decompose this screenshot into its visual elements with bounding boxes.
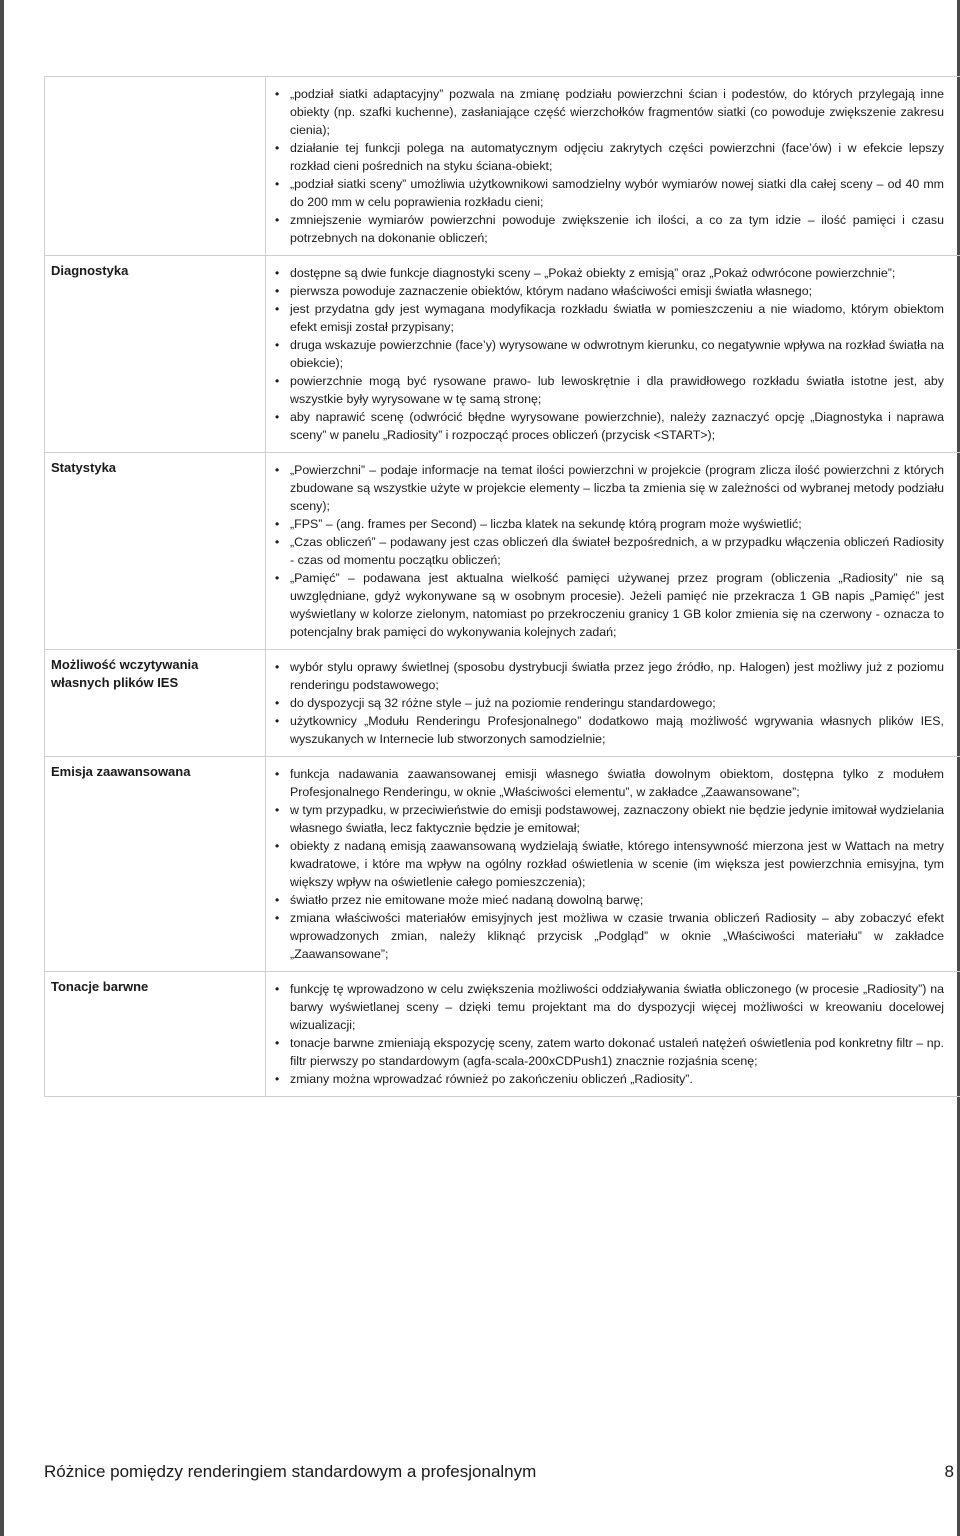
row-label-cell: [45, 77, 266, 256]
row-content-cell: [266, 453, 960, 650]
row-label: Emisja zaawansowana: [51, 764, 191, 779]
bullet-icon: •: [275, 660, 280, 674]
bullet-text: „podział siatki sceny” umożliwia użytkownikowi samodzielny wybór wymiarów nowej siatki dla całej sceny – od 40 mm do 200 mm w celu poprawienia rozkładu cieni;: [290, 177, 944, 209]
bullet-item: [266, 569, 944, 641]
bullet-icon: •: [275, 374, 280, 388]
row-label-cell: [45, 650, 266, 757]
table-row: [45, 77, 960, 256]
row-label-cell: [45, 256, 266, 453]
bullet-icon: •: [275, 839, 280, 853]
bullet-item: [266, 1070, 944, 1088]
bullet-text: użytkownicy „Modułu Renderingu Profesjonalnego” dodatkowo mają możliwość wgrywania własnych plików IES, wyszukanych w Internecie lub stworzonych samodzielnie;: [290, 714, 944, 746]
bullet-text: światło przez nie emitowane może mieć nadaną dowolną barwę;: [290, 893, 644, 907]
bullet-item: [266, 461, 944, 515]
bullet-item: [266, 694, 944, 712]
row-content-cell: [266, 77, 960, 256]
bullet-list: [266, 650, 960, 756]
row-content-cell: [266, 972, 960, 1097]
bullet-text: „podział siatki adaptacyjny” pozwala na zmianę podziału powierzchni ścian i podestów, do których przylegają inne obiekty (np. szafki kuchenne), zasłaniające część wierzchołków fragmentów siatki (co powoduje zwiększenie zakresu cienia);: [290, 87, 944, 137]
row-label-cell: [45, 453, 266, 650]
bullet-text: druga wskazuje powierzchnie (face’y) wyrysowane w odwrotnym kierunku, co negatywnie wpływa na rozkład światła na obiekcie);: [290, 338, 944, 370]
table-row: [45, 757, 960, 972]
bullet-item: [266, 658, 944, 694]
row-label: Możliwość wczytywania własnych plików IES: [51, 657, 199, 690]
bullet-icon: •: [275, 517, 280, 531]
bullet-item: [266, 408, 944, 444]
bullet-text: dostępne są dwie funkcje diagnostyki sceny – „Pokaż obiekty z emisją” oraz „Pokaż odwrócone powierzchnie”;: [290, 266, 896, 280]
bullet-text: działanie tej funkcji polega na automatycznym odjęciu zakrytych części powierzchni (face’ów) i w efekcie lepszy rozkład cieni pośrednich na styku ściana-obiekt;: [290, 141, 944, 173]
bullet-text: funkcja nadawania zaawansowanej emisji własnego światła dowolnym obiektom, dostępna tylko z modułem Profesjonalnego Renderingu, w oknie „Właściwości elementu”, w zakładce „Zaawansowane”;: [290, 767, 944, 799]
bullet-list: [266, 757, 960, 971]
row-label: [45, 77, 265, 83]
bullet-text: zmniejszenie wymiarów powierzchni powoduje zwiększenie ich ilości, a co za tym idzie – ilość pamięci i czasu potrzebnych na dokonanie obliczeń;: [290, 213, 944, 245]
bullet-item: [266, 837, 944, 891]
bullet-list: [266, 453, 960, 649]
row-content-cell: [266, 650, 960, 757]
bullet-list: [266, 972, 960, 1096]
bullet-text: „Pamięć” – podawana jest aktualna wielkość pamięci używanej przez program (obliczenia „Radiosity” nie są uwzględniane, gdyż wykonywane są w osobnym procesie). Jeżeli pamięć nie przekracza 1 GB napis „Pamięć” jest wyświetlany w kolorze zielonym, natomiast po przekroczeniu granicy 1 GB kolor zmienia się na czerwony - oznacza to potencjalny brak pamięci do wykonywania kolejnych zadań;: [290, 571, 944, 639]
bullet-icon: •: [275, 893, 280, 907]
bullet-icon: •: [275, 982, 280, 996]
bullet-text: zmiany można wprowadzać również po zakończeniu obliczeń „Radiosity”.: [290, 1072, 693, 1086]
bullet-item: [266, 85, 944, 139]
bullet-text: „Czas obliczeń” – podawany jest czas obliczeń dla świateł bezpośrednich, a w przypadku włączenia obliczeń Radiosity - czas od momentu początku obliczeń;: [290, 535, 944, 567]
page-left-edge: [0, 0, 4, 1536]
bullet-icon: •: [275, 535, 280, 549]
bullet-item: [266, 909, 944, 963]
bullet-text: „FPS” – (ang. frames per Second) – liczba klatek na sekundę którą program może wyświetlić;: [290, 517, 802, 531]
bullet-icon: •: [275, 338, 280, 352]
bullet-item: [266, 264, 944, 282]
page-number: 8: [944, 1462, 954, 1481]
bullet-text: aby naprawić scenę (odwrócić błędne wyrysowane powierzchnie), należy zaznaczyć opcję „Diagnostyka i naprawa sceny” w panelu „Radiosity” i rozpocząć proces obliczeń (przycisk <START>);: [290, 410, 944, 442]
row-content-cell: [266, 256, 960, 453]
row-label-cell: [45, 972, 266, 1097]
bullet-icon: •: [275, 141, 280, 155]
row-content-cell: [266, 757, 960, 972]
table-row: [45, 453, 960, 650]
bullet-item: [266, 372, 944, 408]
bullet-item: [266, 300, 944, 336]
bullet-icon: •: [275, 1072, 280, 1086]
bullet-item: [266, 891, 944, 909]
bullet-icon: •: [275, 410, 280, 424]
bullet-item: [266, 515, 944, 533]
bullet-text: wybór stylu oprawy świetlnej (sposobu dystrybucji światła przez jego źródło, np. Halogen) jest możliwy już z poziomu renderingu podstawowego;: [290, 660, 944, 692]
bullet-icon: •: [275, 1036, 280, 1050]
bullet-list: [266, 77, 960, 255]
bullet-text: pierwsza powoduje zaznaczenie obiektów, którym nadano właściwości emisji światła własnego;: [290, 284, 813, 298]
table-row: [45, 972, 960, 1097]
bullet-text: do dyspozycji są 32 różne style – już na poziomie renderingu standardowego;: [290, 696, 716, 710]
row-label: Statystyka: [51, 460, 117, 475]
feature-table-body: [45, 77, 960, 1097]
bullet-item: [266, 980, 944, 1034]
bullet-icon: •: [275, 803, 280, 817]
bullet-item: [266, 139, 944, 175]
bullet-item: [266, 282, 944, 300]
bullet-item: [266, 1034, 944, 1070]
bullet-text: zmiana właściwości materiałów emisyjnych jest możliwa w czasie trwania obliczeń Radiosity – aby zobaczyć efekt wprowadzonych zmian, należy kliknąć przycisk „Podgląd” w oknie „Właściwości materiału” w zakładce „Zaawansowane”;: [290, 911, 944, 961]
bullet-text: funkcję tę wprowadzono w celu zwiększenia możliwości oddziaływania światła obliczonego (w procesie „Radiosity”) na barwy wyświetlanej sceny – dzięki temu projektant ma do dyspozycji więcej możliwości w kreowaniu docelowej wizualizacji;: [290, 982, 944, 1032]
table-row: [45, 650, 960, 757]
bullet-icon: •: [275, 767, 280, 781]
bullet-icon: •: [275, 696, 280, 710]
row-label: Tonacje barwne: [51, 979, 149, 994]
bullet-text: tonacje barwne zmieniają ekspozycję sceny, zatem warto dokonać ustaleń natężeń oświetlenia pod konkretny filtr – np. filtr pierwszy po standardowym (agfa-scala-200xCDPush1) znacznie rozjaśnia scenę;: [290, 1036, 944, 1068]
bullet-icon: •: [275, 714, 280, 728]
bullet-item: [266, 533, 944, 569]
footer-title: Różnice pomiędzy renderingiem standardowym a profesjonalnym: [44, 1462, 537, 1481]
row-label-cell: [45, 757, 266, 972]
bullet-text: w tym przypadku, w przeciwieństwie do emisji podstawowej, zaznaczony obiekt nie będzie jedynie imitował wydzielania własnego światła, lecz faktycznie będzie je emitował;: [290, 803, 944, 835]
bullet-icon: •: [275, 463, 280, 477]
bullet-item: [266, 175, 944, 211]
bullet-item: [266, 801, 944, 837]
bullet-icon: •: [275, 911, 280, 925]
bullet-item: [266, 336, 944, 372]
bullet-item: [266, 765, 944, 801]
bullet-icon: •: [275, 266, 280, 280]
bullet-text: jest przydatna gdy jest wymagana modyfikacja rozkładu światła w pomieszczeniu a nie wiadomo, którym obiektom efekt emisji został przypisany;: [290, 302, 944, 334]
bullet-icon: •: [275, 177, 280, 191]
bullet-text: „Powierzchni” – podaje informacje na temat ilości powierzchni w projekcie (program zlicza ilość powierzchni z których zbudowane są wszystkie użyte w projekcie elementy – liczba ta zmienia się w zależności od wybranej metody podziału sceny);: [290, 463, 944, 513]
bullet-icon: •: [275, 302, 280, 316]
row-label: Diagnostyka: [51, 263, 129, 278]
bullet-icon: •: [275, 87, 280, 101]
bullet-icon: •: [275, 284, 280, 298]
bullet-text: powierzchnie mogą być rysowane prawo- lub lewoskrętnie i dla prawidłowego rozkładu światła istotne jest, aby wszystkie były wyrysowane w tę samą stronę;: [290, 374, 944, 406]
table-row: [45, 256, 960, 453]
bullet-icon: •: [275, 213, 280, 227]
bullet-text: obiekty z nadaną emisją zaawansowaną wydzielają światłe, którego intensywność mierzona jest w Wattach na metry kwadratowe, i które ma wpływ na ogólny rozkład oświetlenia w scenie (im większa jest powierzchnia emisyjna, tym większy wpływ na oświetlenie całego pomieszczenia);: [290, 839, 944, 889]
feature-table: [44, 76, 960, 1097]
bullet-icon: •: [275, 571, 280, 585]
bullet-list: [266, 256, 960, 452]
bullet-item: [266, 712, 944, 748]
bullet-item: [266, 211, 944, 247]
